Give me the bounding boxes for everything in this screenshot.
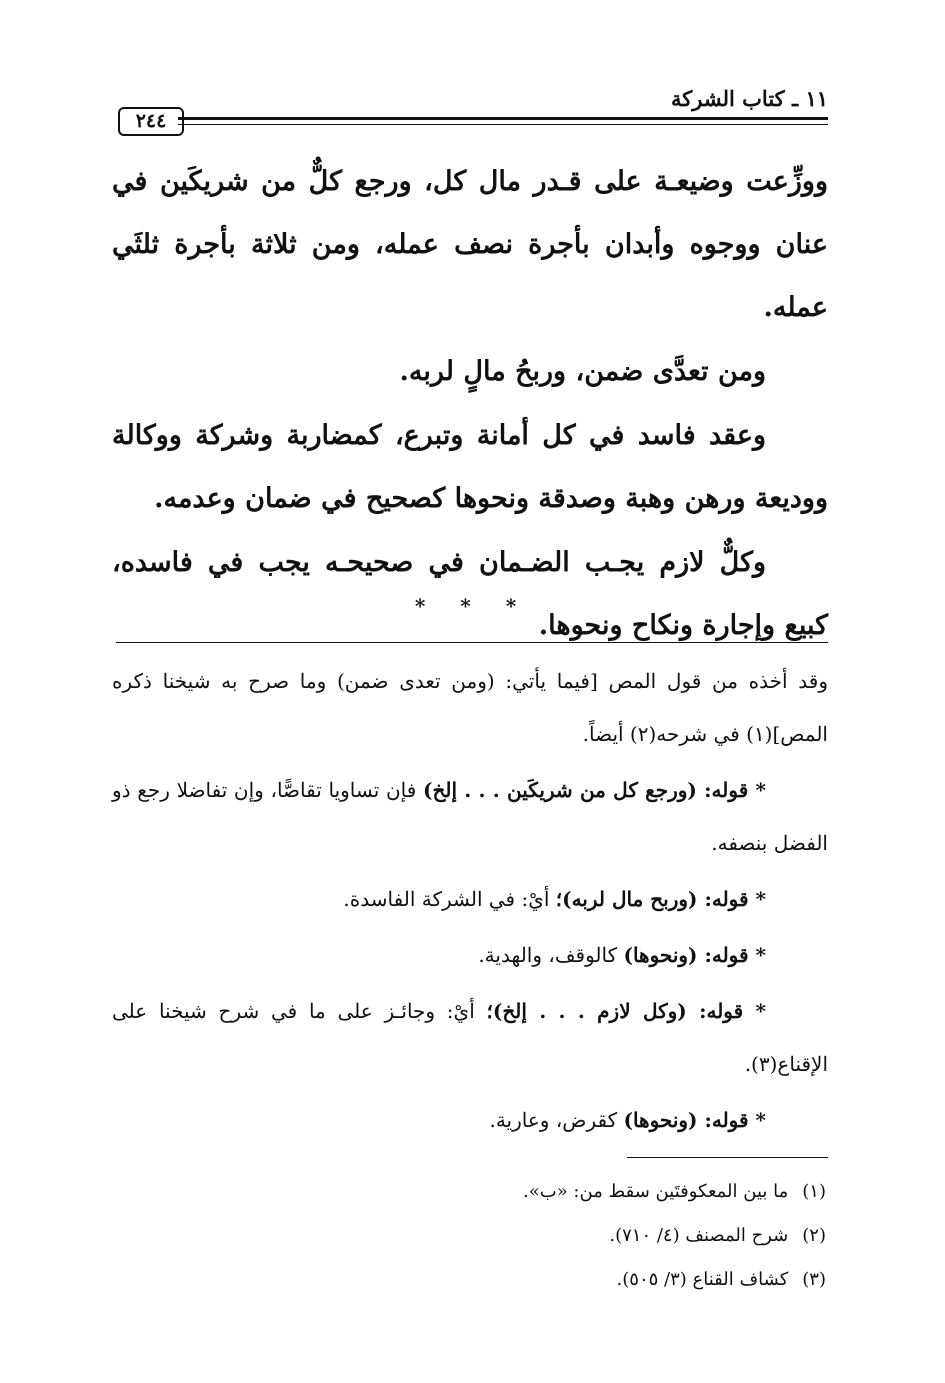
main-text: [112, 150, 828, 658]
footnotes: [112, 1170, 828, 1302]
header-rule-thin: [178, 124, 828, 125]
footnote-text: كشاف القناع (٣/ ٥٠٥).: [616, 1269, 789, 1290]
page-number-box: ٢٤٤: [118, 107, 184, 136]
commentary-quote-label: * قوله: (وربح مال لربه)؛: [555, 887, 766, 911]
footnote-number: (١): [802, 1181, 826, 1202]
footnote-text: ما بين المعكوفتَين سقط من: «ب».: [523, 1181, 789, 1202]
header-rule-thick: [178, 117, 828, 120]
commentary-quote-label: * قوله: (ونحوها): [623, 943, 766, 967]
commentary-paragraph-5: [112, 985, 828, 1091]
commentary-paragraph-4: [112, 929, 828, 982]
commentary-quote-text: أيْ: وجائـز على ما في شرح شيخنا على الإقناع(٣).: [112, 999, 828, 1076]
main-paragraph-2: ومن تعدَّى ضمن، وربحُ مالٍ لربه.: [399, 356, 766, 387]
commentary-quote-label: * قوله: (ونحوها): [623, 1108, 766, 1132]
commentary: [112, 655, 828, 1150]
commentary-quote-text: كقرض، وعارية.: [489, 1108, 624, 1132]
footnote-2: [112, 1214, 828, 1258]
commentary-quote-text: أيْ: في الشركة الفاسدة.: [343, 887, 556, 911]
running-header-title: ١١ ـ كتاب الشركة: [671, 86, 828, 111]
footnote-3: [112, 1258, 828, 1302]
commentary-quote-label: * قوله: (وكل لازم . . . إلخ)؛: [486, 999, 767, 1023]
footnote-1: [112, 1170, 828, 1214]
commentary-paragraph-1: وقد أخذه من قول المص [فيما يأتي: (ومن تعدى ضمن) وما صرح به شيخنا ذكره المص](١) في شرحه(٢) أيضاً.: [112, 669, 828, 746]
commentary-paragraph-6: [112, 1094, 828, 1147]
commentary-quote-text: فإن تساويا تقاصًّا، وإن تفاضلا رجع ذو الفضل بنصفه.: [112, 778, 828, 855]
commentary-paragraph-2: [112, 764, 828, 870]
commentary-rule: [116, 642, 828, 643]
commentary-paragraph-3: [112, 873, 828, 926]
commentary-quote-text: كالوقف، والهدية.: [478, 943, 624, 967]
footnote-text: شرح المصنف (٤/ ٧١٠).: [609, 1225, 789, 1246]
footnote-number: (٢): [802, 1225, 826, 1246]
commentary-quote-label: * قوله: (ورجع كل من شريكَين . . . إلخ): [423, 778, 766, 802]
main-paragraph-1: ووزِّعت وضيعـة على قـدر مال كل، ورجع كلٌّ من شريكَين في عنان ووجوه وأبدان بأجرة نصف عمله، ومن ثلاثة بأجرة ثلثَي عمله.: [112, 166, 828, 323]
main-paragraph-4: وكلٌّ لازم يجـب الضـمان في صحيحـه يجب في فاسده، كبيع وإجارة ونكاح ونحوها.: [112, 547, 828, 641]
footnote-rule: [627, 1157, 828, 1158]
footnote-number: (٣): [802, 1269, 826, 1290]
section-separator-stars: * * *: [414, 594, 531, 618]
main-paragraph-3: وعقد فاسد في كل أمانة وتبرع، كمضاربة وشركة ووكالة ووديعة ورهن وهبة وصدقة ونحوها كصحيح في ضمان وعدمه.: [112, 420, 828, 514]
